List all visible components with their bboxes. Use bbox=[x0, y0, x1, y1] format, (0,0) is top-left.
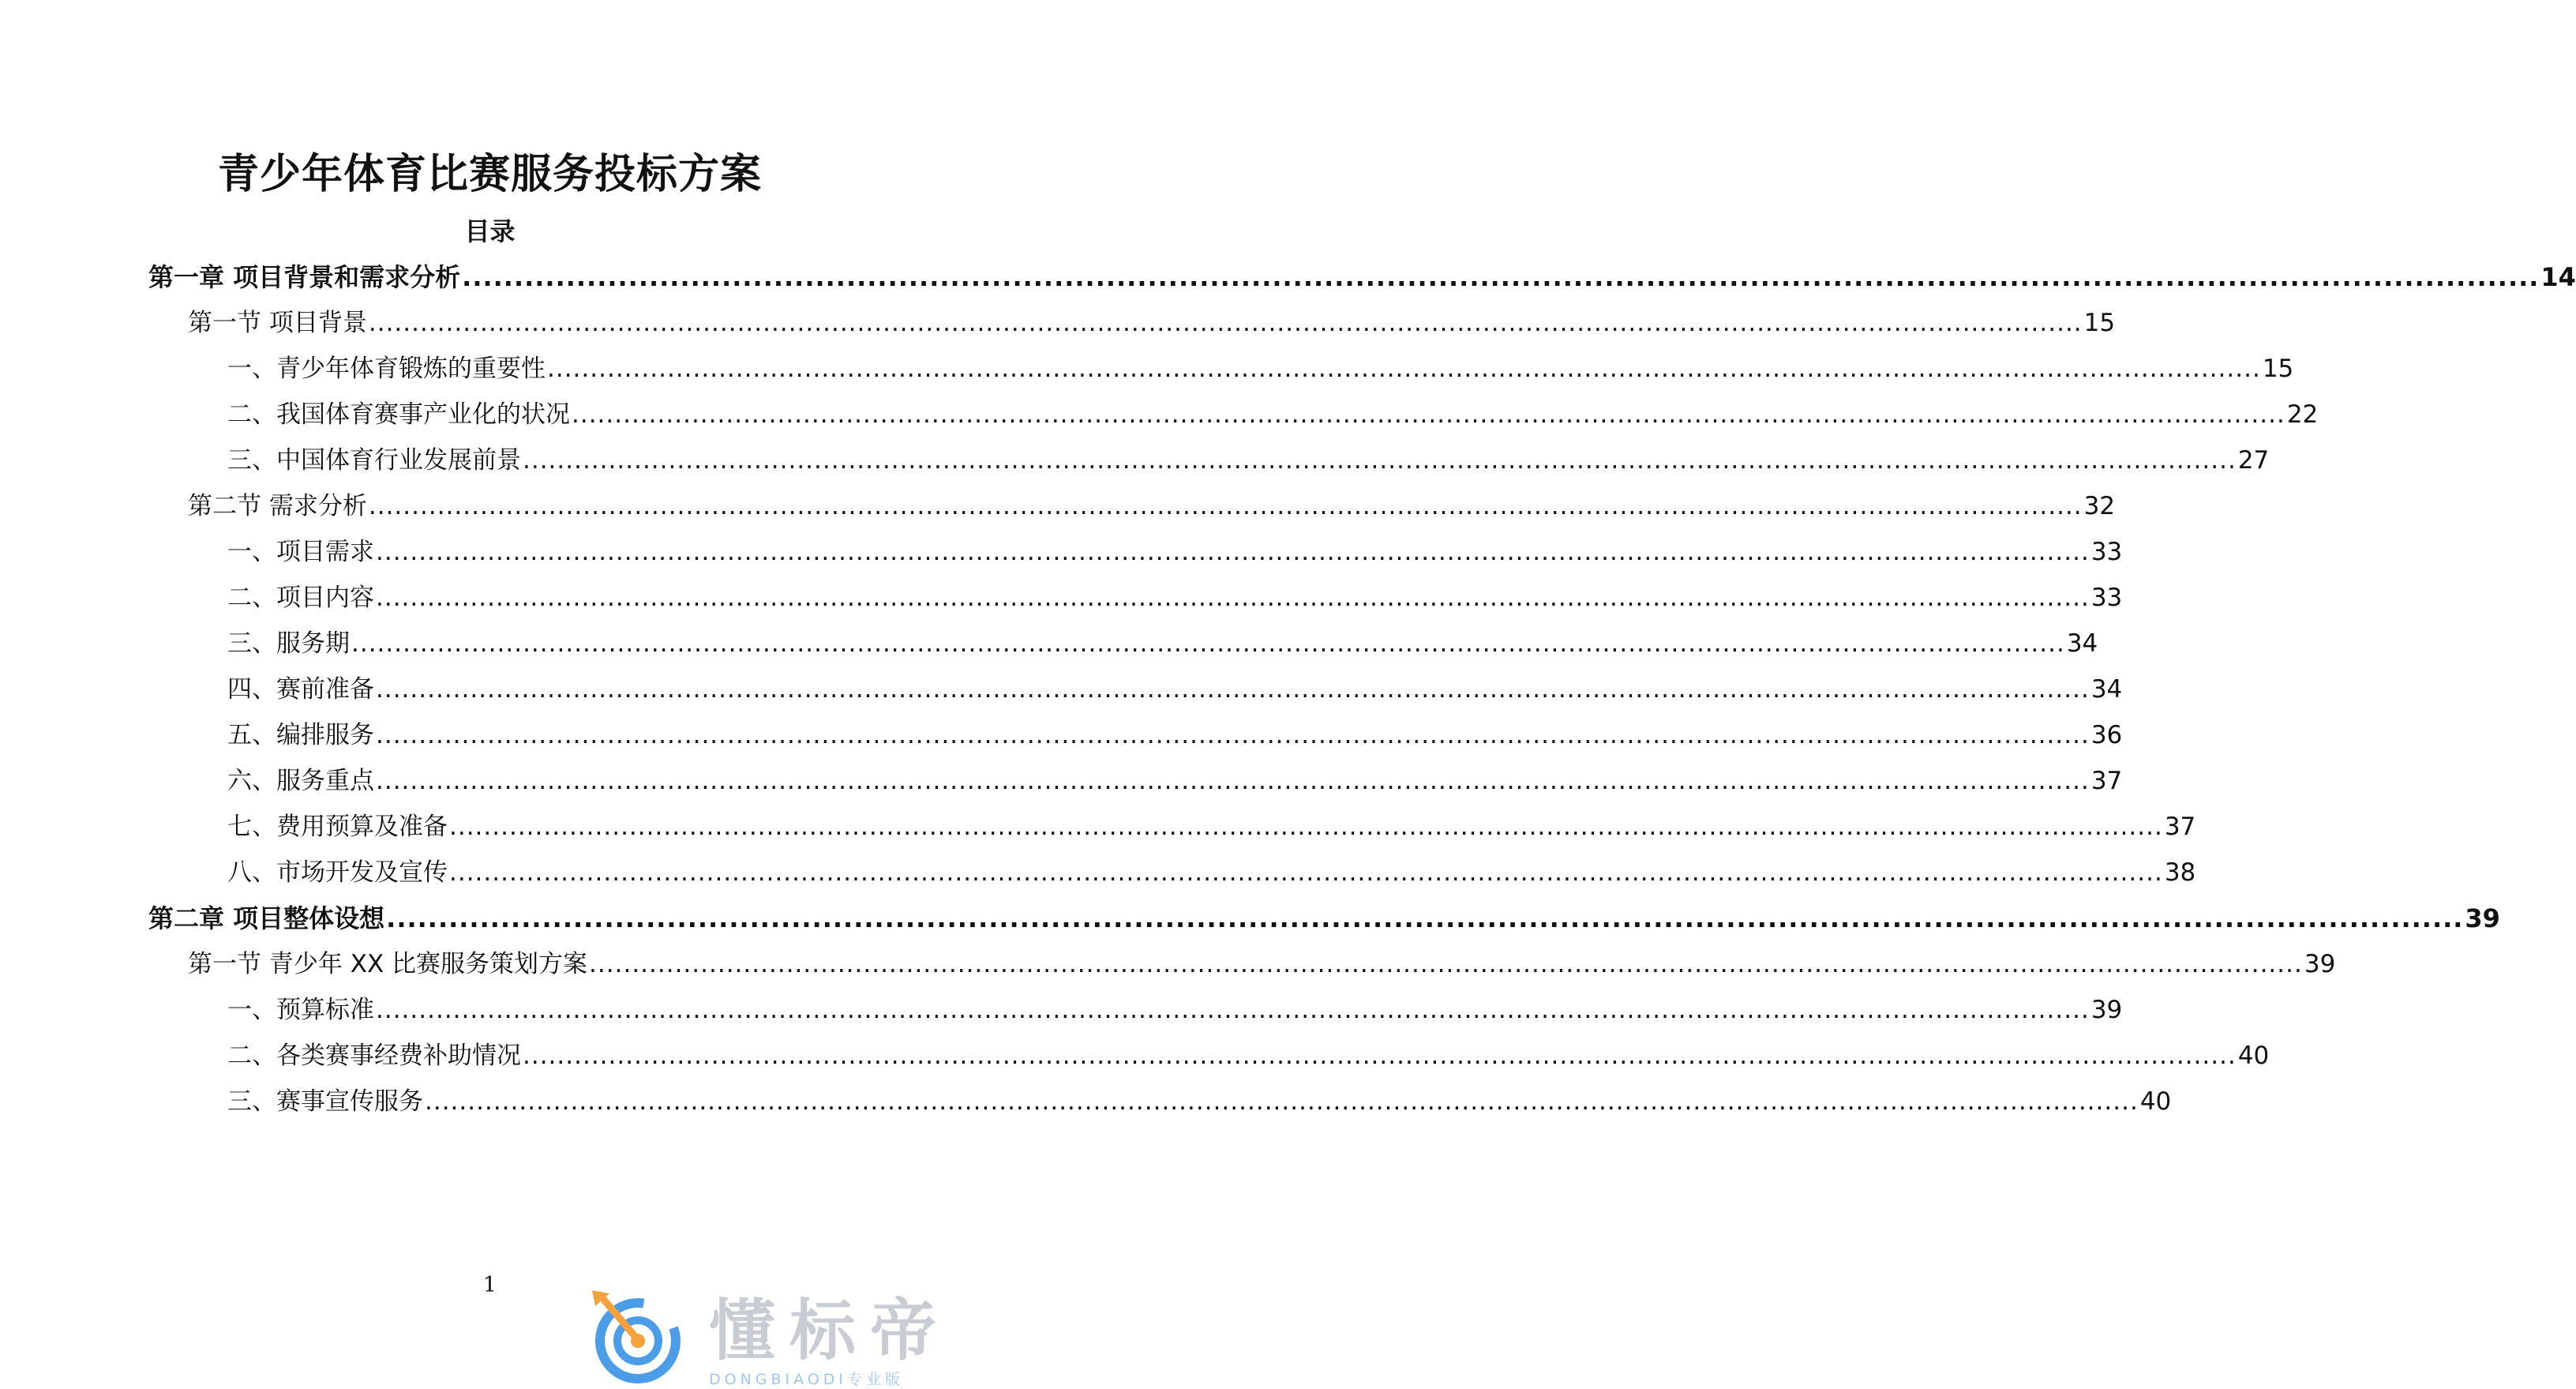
toc-entry-page: 34 bbox=[2090, 675, 2123, 704]
toc-entry[interactable] bbox=[227, 854, 2196, 892]
toc-entry[interactable] bbox=[148, 899, 2500, 937]
toc-entry-page: 32 bbox=[2083, 492, 2116, 520]
toc-entry-label: 一、青少年体育锻炼的重要性 bbox=[227, 355, 546, 383]
toc-entry[interactable] bbox=[227, 1083, 2172, 1121]
toc-entry-page: 15 bbox=[2083, 309, 2116, 337]
toc-entry-label: 八、市场开发及宣传 bbox=[227, 858, 448, 887]
toc-leader-dots: ........................................................................................................................................................................................................ bbox=[386, 903, 2464, 933]
toc-leader-dots: ........................................................................................................................................................................................................ bbox=[368, 309, 2083, 337]
toc-entry-label: 第一章 项目背景和需求分析 bbox=[148, 262, 461, 292]
toc-entry[interactable] bbox=[227, 350, 2294, 388]
toc-entry-page: 40 bbox=[2139, 1087, 2172, 1116]
toc-entry[interactable] bbox=[227, 579, 2123, 617]
toc-entry-label: 四、赛前准备 bbox=[227, 675, 374, 704]
toc-entry-page: 37 bbox=[2090, 767, 2123, 795]
toc-entry[interactable] bbox=[227, 716, 2123, 754]
toc-leader-dots: ........................................................................................................................................................................................................ bbox=[376, 675, 2090, 704]
toc-leader-dots: ........................................................................................................................................................................................................ bbox=[523, 1042, 2237, 1070]
toc-entry-page: 14 bbox=[2540, 262, 2576, 292]
toc-leader-dots: ........................................................................................................................................................................................................ bbox=[376, 767, 2090, 795]
toc-entry[interactable] bbox=[227, 396, 2319, 434]
toc-entry[interactable] bbox=[227, 1037, 2270, 1075]
toc-entry-page: 39 bbox=[2304, 950, 2336, 978]
page-number: 1 bbox=[482, 1273, 497, 1297]
toc-leader-dots: ........................................................................................................................................................................................................ bbox=[376, 996, 2090, 1024]
toc-leader-dots: ........................................................................................................................................................................................................ bbox=[368, 492, 2083, 520]
toc-leader-dots: ........................................................................................................................................................................................................ bbox=[351, 629, 2065, 658]
toc-entry-page: 22 bbox=[2286, 400, 2319, 429]
toc-entry-label: 第二章 项目整体设想 bbox=[148, 903, 385, 933]
toc-leader-dots: ........................................................................................................................................................................................................ bbox=[376, 584, 2090, 612]
toc-entry-label: 三、中国体育行业发展前景 bbox=[227, 446, 521, 475]
toc-entry-label: 二、我国体育赛事产业化的状况 bbox=[227, 400, 570, 429]
toc-entry-label: 二、项目内容 bbox=[227, 584, 374, 612]
toc-leader-dots: ........................................................................................................................................................................................................ bbox=[523, 446, 2237, 475]
toc-entry-label: 一、预算标准 bbox=[227, 996, 374, 1024]
toc-entry-label: 二、各类赛事经费补助情况 bbox=[227, 1042, 521, 1070]
toc-entry-page: 34 bbox=[2066, 629, 2098, 658]
toc-entry-page: 33 bbox=[2090, 538, 2123, 566]
toc-leader-dots: ........................................................................................................................................................................................................ bbox=[462, 262, 2540, 292]
toc-entry-label: 七、费用预算及准备 bbox=[227, 813, 448, 841]
watermark-name: 懂标帝 bbox=[709, 1292, 951, 1369]
toc-entry[interactable] bbox=[188, 945, 2336, 983]
toc-entry[interactable] bbox=[227, 625, 2098, 663]
toc-entry-label: 三、赛事宣传服务 bbox=[227, 1087, 423, 1116]
toc-entry-page: 38 bbox=[2164, 858, 2196, 887]
toc-entry-page: 40 bbox=[2237, 1042, 2270, 1070]
toc-entry-page: 33 bbox=[2090, 584, 2123, 612]
toc-leader-dots: ........................................................................................................................................................................................................ bbox=[449, 813, 2163, 841]
toc-entry-label: 六、服务重点 bbox=[227, 767, 374, 795]
toc-entry-label: 第一节 青少年 XX 比赛服务策划方案 bbox=[188, 950, 588, 978]
toc-entry-label: 三、服务期 bbox=[227, 629, 350, 658]
toc-entry-page: 36 bbox=[2090, 721, 2123, 749]
document-title: 青少年体育比赛服务投标方案 bbox=[217, 151, 762, 198]
toc-leader-dots: ........................................................................................................................................................................................................ bbox=[376, 721, 2090, 749]
toc-leader-dots: ........................................................................................................................................................................................................ bbox=[425, 1087, 2139, 1116]
toc-entry[interactable] bbox=[227, 441, 2270, 479]
toc-entry[interactable] bbox=[188, 487, 2116, 525]
toc-entry[interactable] bbox=[148, 258, 2576, 296]
toc-entry-page: 39 bbox=[2090, 996, 2123, 1024]
toc-leader-dots: ........................................................................................................................................................................................................ bbox=[376, 538, 2090, 566]
toc-entry-page: 37 bbox=[2164, 813, 2196, 841]
toc-leader-dots: ........................................................................................................................................................................................................ bbox=[572, 400, 2285, 429]
toc-entry[interactable] bbox=[227, 808, 2196, 846]
toc-heading: 目录 bbox=[464, 216, 516, 246]
toc-entry[interactable] bbox=[227, 762, 2123, 800]
watermark-subtitle: DONGBIAODI专业版 bbox=[709, 1371, 905, 1388]
toc-leader-dots: ........................................................................................................................................................................................................ bbox=[589, 950, 2303, 978]
toc-entry-page: 15 bbox=[2262, 355, 2294, 383]
watermark bbox=[589, 1289, 960, 1388]
toc-entry-page: 39 bbox=[2465, 903, 2500, 933]
toc-entry-label: 第二节 需求分析 bbox=[188, 492, 367, 520]
toc-entry[interactable] bbox=[227, 670, 2123, 708]
toc-entry[interactable] bbox=[188, 304, 2116, 342]
toc-entry-page: 27 bbox=[2237, 446, 2270, 475]
toc-entry-label: 五、编排服务 bbox=[227, 721, 374, 749]
toc-entry[interactable] bbox=[227, 991, 2123, 1029]
toc-entry-label: 第一节 项目背景 bbox=[188, 309, 367, 337]
toc-leader-dots: ........................................................................................................................................................................................................ bbox=[547, 355, 2261, 383]
toc-leader-dots: ........................................................................................................................................................................................................ bbox=[449, 858, 2163, 887]
toc-entry-label: 一、项目需求 bbox=[227, 538, 374, 566]
toc-entry[interactable] bbox=[227, 533, 2123, 571]
target-arrow-icon bbox=[589, 1289, 684, 1385]
